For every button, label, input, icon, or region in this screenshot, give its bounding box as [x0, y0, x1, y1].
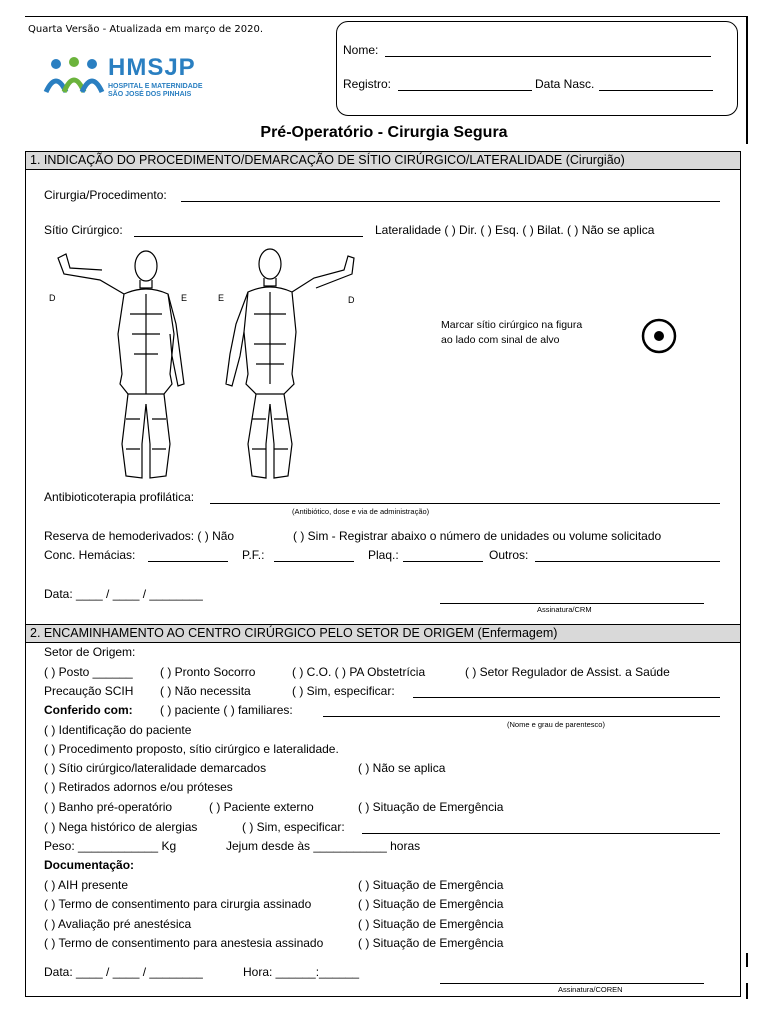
scih-yes[interactable]: ( ) Sim, especificar:: [292, 684, 395, 698]
check-outpatient[interactable]: ( ) Paciente externo: [209, 800, 314, 814]
doc-preanesthetic-emergency[interactable]: ( ) Situação de Emergência: [358, 917, 504, 931]
blood-reserve-no[interactable]: Reserva de hemoderivados: ( ) Não: [44, 529, 235, 543]
section1-date[interactable]: Data: ____ / ____ / ________: [44, 587, 203, 601]
check-procedure[interactable]: ( ) Procedimento proposto, sítio cirúrgico e lateralidade.: [44, 742, 339, 756]
red-cells-label: Conc. Hemácias:: [44, 548, 136, 562]
version-note: Quarta Versão - Atualizada em março de 2020.: [28, 24, 263, 35]
page-top-rule: [25, 16, 748, 17]
doc-surgery-consent[interactable]: ( ) Termo de consentimento para cirurgia assinado: [44, 897, 312, 911]
weight-field[interactable]: Peso: ____________ Kg: [44, 839, 177, 853]
allergies-specify-field[interactable]: [362, 833, 720, 834]
body-front-figure: [58, 251, 184, 478]
platelets-label: Plaq.:: [368, 548, 399, 562]
plasma-field[interactable]: [274, 561, 354, 562]
surgeon-signature-field[interactable]: [440, 603, 704, 604]
origin-option-posto[interactable]: ( ) Posto ______: [44, 665, 133, 679]
patient-name-label: Nome:: [343, 43, 379, 57]
mark-instruction-line1: Marcar sítio cirúrgico na figura: [441, 319, 583, 331]
registry-field[interactable]: [398, 90, 532, 91]
page-edge-mark-bottom: [746, 983, 748, 999]
scih-label: Precaução SCIH: [44, 684, 134, 698]
nurse-signature-field[interactable]: [440, 983, 704, 984]
doc-surgery-consent-emergency[interactable]: ( ) Situação de Emergência: [358, 897, 504, 911]
check-no-allergies[interactable]: ( ) Nega histórico de alergias: [44, 820, 198, 834]
origin-option-regulator[interactable]: ( ) Setor Regulador de Assist. a Saúde: [465, 665, 670, 679]
section2-heading: 2. ENCAMINHAMENTO AO CENTRO CIRÚRGICO PELO SETOR DE ORIGEM (Enfermagem): [25, 624, 741, 643]
relatives-hint: (Nome e grau de parentesco): [507, 720, 605, 729]
back-left-marker: E: [218, 293, 225, 303]
antibiotic-field[interactable]: [210, 503, 720, 504]
registry-label: Registro:: [343, 77, 392, 91]
check-adornments[interactable]: ( ) Retirados adornos e/ou próteses: [44, 780, 233, 794]
check-site-marked[interactable]: ( ) Sítio cirúrgico/lateralidade demarcados: [44, 761, 267, 775]
hospital-logo: [42, 52, 232, 100]
section2-time[interactable]: Hora: ______:______: [243, 965, 360, 979]
surgical-site-label: Sítio Cirúrgico:: [44, 223, 123, 237]
origin-sector-label: Setor de Origem:: [44, 645, 136, 659]
page-edge-mark-mid: [746, 953, 748, 967]
checked-with-options[interactable]: ( ) paciente ( ) familiares:: [160, 703, 293, 717]
birth-date-field[interactable]: [599, 90, 713, 91]
check-allergies-yes[interactable]: ( ) Sim, especificar:: [242, 820, 345, 834]
logo-subtitle-1: HOSPITAL E MATERNIDADE: [108, 83, 203, 90]
others-field[interactable]: [535, 561, 720, 562]
logo-subtitle-2: SÃO JOSÉ DOS PINHAIS: [108, 91, 192, 98]
antibiotic-hint: (Antibiótico, dose e via de administração): [292, 507, 430, 516]
check-emergency[interactable]: ( ) Situação de Emergência: [358, 800, 504, 814]
platelets-field[interactable]: [403, 561, 483, 562]
section1-heading: 1. INDICAÇÃO DO PROCEDIMENTO/DEMARCAÇÃO DE SÍTIO CIRÚRGICO/LATERALIDADE (Cirurgião): [25, 151, 741, 170]
antibiotic-label: Antibioticoterapia profilática:: [44, 490, 195, 504]
page-edge-mark-top: [746, 16, 748, 144]
patient-name-field[interactable]: [385, 56, 711, 57]
scih-specify-field[interactable]: [413, 697, 720, 698]
doc-aih[interactable]: ( ) AIH presente: [44, 878, 129, 892]
target-icon: [640, 317, 678, 355]
laterality-options[interactable]: Lateralidade ( ) Dir. ( ) Esq. ( ) Bilat. ( ) Não se aplica: [375, 223, 655, 237]
red-cells-field[interactable]: [148, 561, 228, 562]
nurse-signature-label: Assinatura/COREN: [558, 985, 623, 994]
fasting-field[interactable]: Jejum desde às ___________ horas: [226, 839, 421, 853]
procedure-label: Cirurgia/Procedimento:: [44, 188, 167, 202]
check-identification[interactable]: ( ) Identificação do paciente: [44, 723, 192, 737]
scih-not-needed[interactable]: ( ) Não necessita: [160, 684, 251, 698]
front-left-marker: E: [181, 293, 188, 303]
procedure-field[interactable]: [181, 201, 720, 202]
doc-anesthesia-consent[interactable]: ( ) Termo de consentimento para anestesia assinado: [44, 936, 324, 950]
body-back-figure: [226, 249, 354, 478]
patient-info-box: [336, 21, 738, 116]
origin-option-emergency[interactable]: ( ) Pronto Socorro: [160, 665, 256, 679]
relatives-field[interactable]: [323, 716, 720, 717]
front-right-marker: D: [49, 293, 56, 303]
body-diagram[interactable]: [44, 244, 374, 486]
mark-instruction-line2: ao lado com sinal de alvo: [441, 334, 560, 346]
doc-anesthesia-consent-emergency[interactable]: ( ) Situação de Emergência: [358, 936, 504, 950]
logo-people-icon: [42, 52, 108, 100]
birth-date-label: Data Nasc.: [535, 77, 595, 91]
back-right-marker: D: [348, 295, 355, 305]
check-site-not-applicable[interactable]: ( ) Não se aplica: [358, 761, 446, 775]
surgical-site-field[interactable]: [134, 236, 363, 237]
surgeon-signature-label: Assinatura/CRM: [537, 605, 592, 614]
checked-with-label: Conferido com:: [44, 703, 133, 717]
page-title: Pré-Operatório - Cirurgia Segura: [260, 124, 508, 141]
blood-reserve-yes[interactable]: ( ) Sim - Registrar abaixo o número de unidades ou volume solicitado: [293, 529, 662, 543]
section2-date[interactable]: Data: ____ / ____ / ________: [44, 965, 203, 979]
check-preop-bath[interactable]: ( ) Banho pré-operatório: [44, 800, 173, 814]
logo-text: HMSJP: [108, 54, 196, 81]
origin-option-co-pa[interactable]: ( ) C.O. ( ) PA Obstetrícia: [292, 665, 426, 679]
plasma-label: P.F.:: [242, 548, 265, 562]
documentation-label: Documentação:: [44, 858, 135, 872]
others-label: Outros:: [489, 548, 529, 562]
doc-preanesthetic[interactable]: ( ) Avaliação pré anestésica: [44, 917, 192, 931]
doc-aih-emergency[interactable]: ( ) Situação de Emergência: [358, 878, 504, 892]
